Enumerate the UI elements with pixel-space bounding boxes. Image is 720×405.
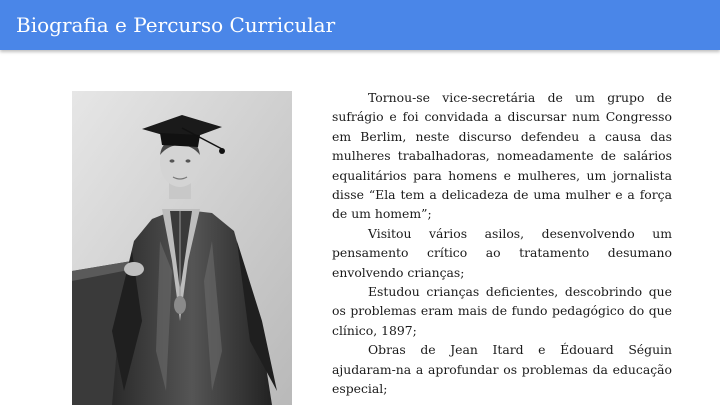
paragraph-asylums: Visitou vários asilos, desenvolvendo um pensamento crítico ao tratamento desumano envolvendo crianças; [332, 225, 672, 280]
paragraph-disabled-children: Estudou crianças deficientes, descobrindo que os problemas eram mais de fundo pedagógico do que clínico, 1897; [332, 284, 672, 338]
slide-title: Biografia e Percurso Curricular [16, 13, 336, 37]
portrait-image [72, 91, 292, 405]
paragraph-itard-seguin: Obras de Jean Itard e Édouard Séguin ajudaram-na a aprofundar os problemas da educação especial; [332, 342, 672, 397]
portrait-photo [72, 91, 292, 405]
title-bar [0, 0, 720, 50]
paragraph-congress: Tornou-se vice-secretária de um grupo de sufrágio e foi convidada a discursar num Congresso em Berlim, neste discurso defendeu a causa das mulheres trabalhadoras, nomeadamente de salários equalitários para homens e mulheres, um jornalista disse “Ela tem a delicadeza de uma mulher e a força de um homem”; [332, 90, 672, 222]
biography-text [332, 88, 672, 399]
